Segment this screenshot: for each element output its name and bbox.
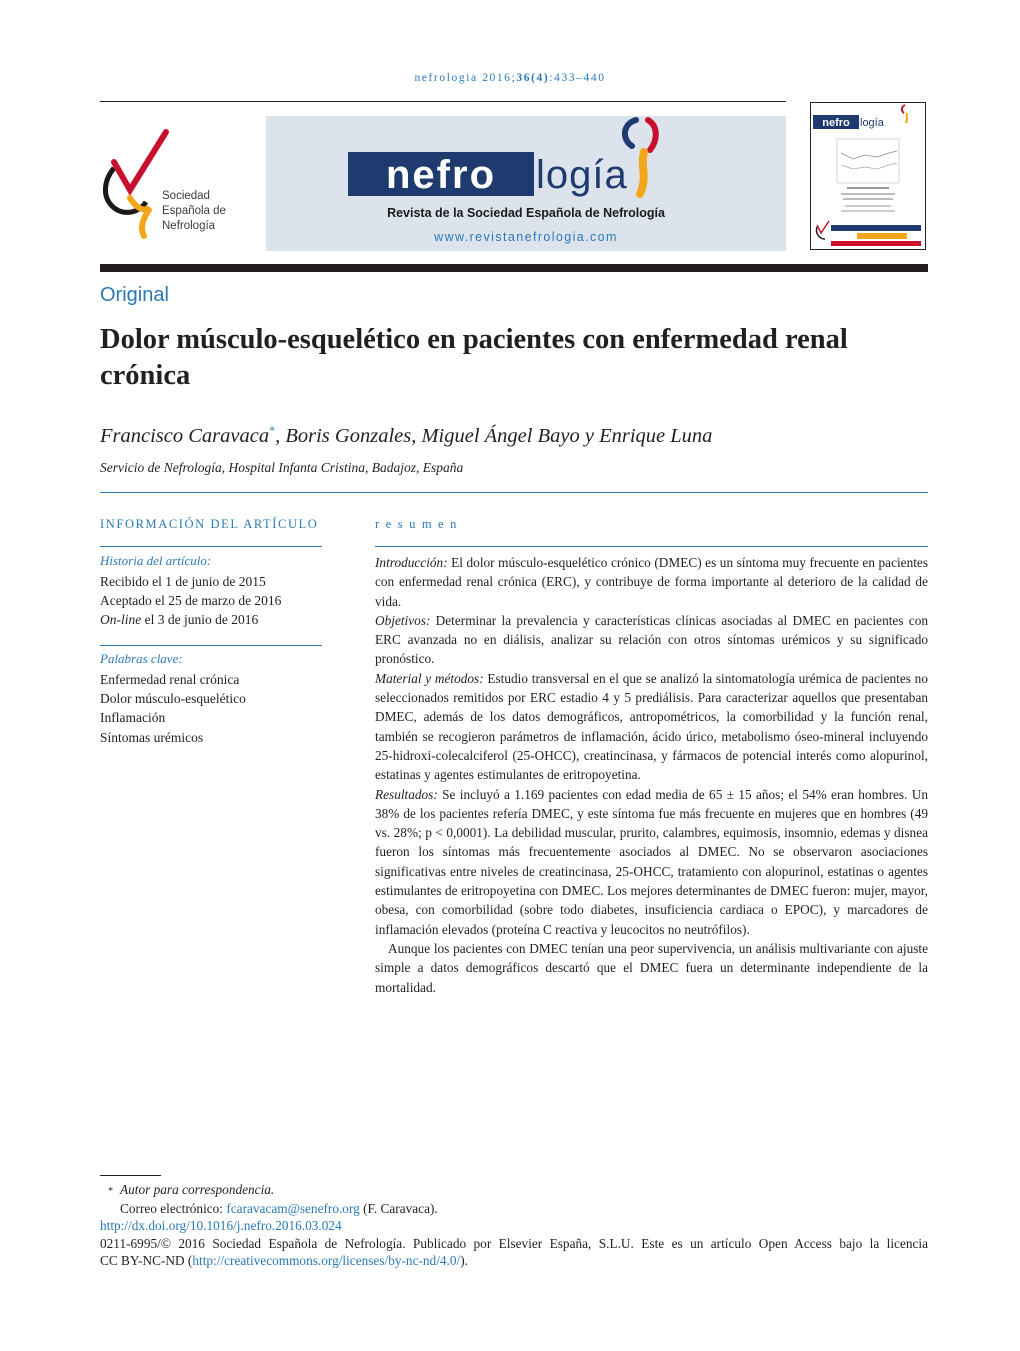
license-link[interactable]: http://creativecommons.org/licenses/by-nc-nd/4.0/ (192, 1252, 461, 1268)
license-suffix: ). (460, 1252, 468, 1268)
keyword-item: Enfermedad renal crónica (100, 672, 240, 687)
keywords (100, 651, 322, 747)
online-label: On-line (100, 612, 142, 628)
journal-logo-swoosh-orange-icon (640, 152, 644, 194)
results-label: Resultados: (375, 786, 438, 802)
article-title: Dolor músculo-esquelético en pacientes con enfermedad renal crónica (100, 324, 848, 391)
abstract-methods (375, 669, 928, 785)
running-head-year: 2016 (482, 72, 512, 84)
abstract-results (375, 785, 928, 939)
author-rest: , Boris Gonzales, Miguel Ángel Bayo y Enrique Luna (275, 424, 713, 447)
journal-logo-right: logía (536, 153, 628, 197)
keyword-item: Inflamación (100, 710, 166, 726)
online-date (100, 610, 322, 629)
journal-logo-swoosh-icon (625, 120, 636, 146)
footnote-star: * (108, 1186, 113, 1197)
cover-logo-right: logía (860, 117, 884, 129)
society-line-2: Española de (162, 205, 226, 217)
methods-text: Estudio transversal en el que se analizó la sintomatología urémica de pacientes no seleccionados remitidos por ERC estadio 4 y 5 prediálisis. Para caracterizar aquellos que presentaban DMEC, además de los datos demográficos, antropométricos, la comorbilidad y la función renal, también se recogieron parámetros de inflamación, ácido úrico, metabolismo óseo-mineral incluyendo 25-hidroxi-colecalciferol (25-OHCC), creatincinasa, y fármacos de potencial interés como alopurinol, estatinas y agentes estimulantes de eritropoyetina. (375, 670, 928, 783)
abstract-rule (375, 546, 928, 547)
accepted-date: Aceptado el 25 de marzo de 2016 (100, 593, 282, 609)
received-date: Recibido el 1 de junio de 2015 (100, 574, 266, 589)
society-line-3: Nefrología (162, 220, 216, 232)
running-head-pages: 433–440 (554, 72, 606, 84)
license-prefix: CC BY-NC-ND ( (100, 1252, 193, 1268)
corresponding-author-note (100, 1181, 928, 1200)
license-line-2 (100, 1252, 928, 1269)
history-rule (100, 645, 322, 646)
intro-text: El dolor músculo-esquelético crónico (DMEC) es un síntoma muy frecuente en pacientes con enfermedad renal crónica (ERC), y contribuye de forma importante al deterioro de la calidad de vida. (375, 555, 928, 609)
affiliation-rule (100, 492, 928, 493)
objectives-label: Objetivos: (375, 612, 431, 628)
article-info-rule (100, 546, 322, 547)
journal-logo-swoosh-red-icon (648, 120, 656, 150)
doi-link[interactable]: http://dx.doi.org/10.1016/j.nefro.2016.03.024 (100, 1218, 342, 1234)
journal-url: www.revistanefrologia.com (434, 230, 618, 244)
history-label: Historia del artículo: (100, 553, 212, 568)
corresponding-author-text: Autor para correspondencia. (120, 1182, 275, 1197)
abstract-body (375, 553, 928, 997)
header-thick-rule (100, 264, 928, 272)
email-link[interactable]: fcaravacam@senefro.org (226, 1201, 360, 1217)
article-history (100, 553, 322, 630)
keywords-label: Palabras clave: (100, 651, 183, 666)
intro-label: Introducción: (375, 555, 448, 570)
email-line (100, 1200, 928, 1217)
journal-cover-thumbnail (810, 102, 926, 250)
abstract-conclusion: Aunque los pacientes con DMEC tenían una peor supervivencia, un análisis multivariante con ajuste simple a datos demográficos descartó que el DMEC fuera un determinante independiente de la mortalidad. (375, 940, 928, 995)
journal-subtitle: Revista de la Sociedad Española de Nefrología (387, 206, 665, 220)
running-head: nefrologia 2016;36(4):433–440 (414, 72, 606, 84)
section-label: Original (100, 284, 169, 306)
email-label: Correo electrónico: (120, 1201, 227, 1217)
journal-logo-left: nefro (386, 153, 496, 197)
author-first: Francisco Caravaca (100, 424, 270, 447)
article-info-heading: INFORMACIÓN DEL ARTÍCULO (100, 517, 319, 531)
footnotes (100, 1181, 928, 1269)
society-line-1: Sociedad (162, 190, 210, 202)
journal-logo (266, 116, 786, 206)
cover-image-icon (811, 103, 925, 249)
keyword-item: Síntomas urémicos (100, 729, 204, 745)
top-rule (100, 101, 786, 102)
footnote-rule (100, 1175, 161, 1176)
society-name (162, 189, 226, 234)
abstract-heading: resumen (375, 517, 463, 531)
abstract-introduction (375, 553, 928, 611)
methods-label: Material y métodos: (375, 670, 484, 686)
results-text: Se incluyó a 1.169 pacientes con edad media de 65 ± 15 años; el 54% eran hombres. Un 38% de los pacientes refería DMEC, y este síntoma fue más frecuente en mujeres que en hombres (49 vs. 28%; p < 0,0001). La debilidad muscular, prurito, calambres, equimosis, insomnio, edemas y disnea fueron los síntomas más frecuentemente asociados al DMEC. No se observaron asociaciones significativas entre niveles de creatincinasa, 25-OHCC, tratamiento con alopurinol, estatinas o agentes estimulantes de eritropoyetina con DMEC. Los mejores determinantes de DMEC fueron: mujer, mayor, obesa, con comorbilidad (sobre todo diabetes, insuficiencia cardiaca o EPOC), y marcadores de inflamación elevados (proteína C reactiva y leucocitos no neutrófilos). (375, 786, 928, 937)
cover-logo-left: nefro (822, 117, 850, 129)
email-suffix: (F. Caravaca). (359, 1201, 438, 1217)
license-line-1: 0211-6995/© 2016 Sociedad Española de Nefrología. Publicado por Elsevier España, S.L.U. Este es un artículo Open Access bajo la licencia (100, 1235, 928, 1251)
online-date-text: el 3 de junio de 2016 (141, 612, 259, 628)
keyword-item: Dolor músculo-esquelético (100, 691, 246, 707)
running-head-journal: nefrologia (414, 72, 478, 84)
author-list (100, 423, 712, 448)
corresponding-author-marker[interactable]: * (269, 423, 276, 437)
affiliation: Servicio de Nefrología, Hospital Infanta Cristina, Badajoz, España (100, 460, 464, 475)
objectives-text: Determinar la prevalencia y características clínicas asociadas al DMEC en pacientes con ERC avanzada no en diálisis, analizar su relación con otros síntomas urémicos y su significado pronóstico. (375, 612, 928, 667)
running-head-volume: 36(4) (516, 72, 550, 84)
abstract-objectives (375, 611, 928, 669)
